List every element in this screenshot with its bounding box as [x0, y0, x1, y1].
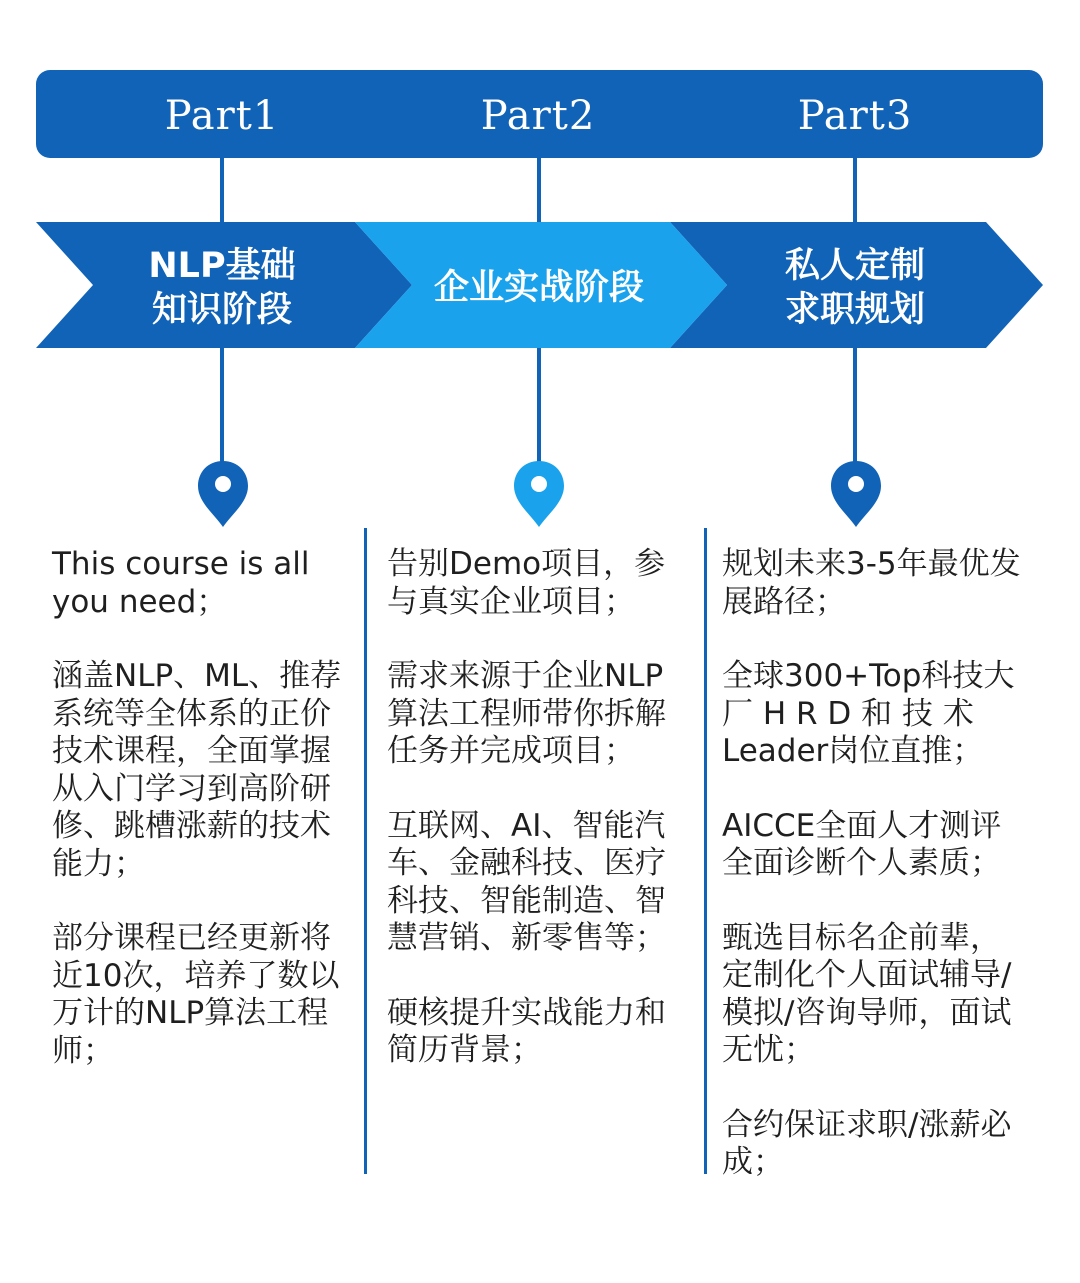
part3-description-column: [722, 546, 1022, 1219]
part2-description-column: [387, 546, 687, 1107]
part2-item-1: 告别Demo项目，参与真实企业项目；: [387, 546, 666, 620]
part1-item-1: This course is all you need；: [52, 546, 310, 620]
part3-location-pin-icon: [829, 459, 883, 529]
part2-item-3: 互联网、AI、智能汽车、金融科技、医疗科技、智能制造、智慧营销、新零售等；: [387, 807, 666, 956]
column-divider-2: [704, 528, 707, 1174]
stage3-title: [705, 244, 1005, 332]
stage3-title-line2: 求职规划: [784, 290, 925, 330]
part3-label: Part3: [797, 93, 913, 139]
part1-location-pin-icon: [196, 459, 250, 529]
part3-item-5: 合约保证求职/涨薪必成；: [722, 1106, 1012, 1180]
stage2-title-line1: 企业实战阶段: [433, 268, 644, 308]
part1-item-2: 涵盖NLP、ML、推荐系统等全体系的正价技术课程，全面掌握从入门学习到高阶研修、跳槽涨薪的技术能力；: [52, 658, 342, 882]
stage1-title: [72, 244, 372, 332]
stage2-title: [389, 266, 689, 310]
stage1-title-line2: 知识阶段: [151, 290, 292, 330]
part2-connector-bottom: [537, 346, 541, 464]
part1-item-3: 部分课程已经更新将近10次，培养了数以万计的NLP算法工程师；: [52, 920, 340, 1069]
part1-label: Part1: [164, 93, 280, 139]
part2-label: Part2: [480, 93, 596, 139]
column-divider-1: [364, 528, 367, 1174]
part2-item-2: 需求来源于企业NLP算法工程师带你拆解任务并完成项目；: [387, 658, 666, 769]
part2-item-4: 硬核提升实战能力和简历背景；: [387, 994, 666, 1068]
part3-item-4: 甄选目标名企前辈，定制化个人面试辅导/模拟/咨询导师，面试无忧；: [722, 919, 1012, 1068]
part3-item-1: 规划未来3-5年最优发展路径；: [722, 546, 1021, 620]
part1-connector-bottom: [220, 346, 224, 464]
part1-description-column: [52, 546, 352, 1107]
part3-connector-bottom: [853, 346, 857, 464]
part2-location-pin-icon: [512, 459, 566, 529]
stage3-title-line1: 私人定制: [784, 246, 925, 286]
part3-item-2: 全球300+Top科技大厂 H R D 和 技 术Leader岗位直推；: [722, 658, 1015, 769]
stage1-title-line1: NLP基础: [148, 246, 296, 286]
part3-item-3: AICCE全面人才测评全面诊断个人素质；: [722, 807, 1002, 881]
